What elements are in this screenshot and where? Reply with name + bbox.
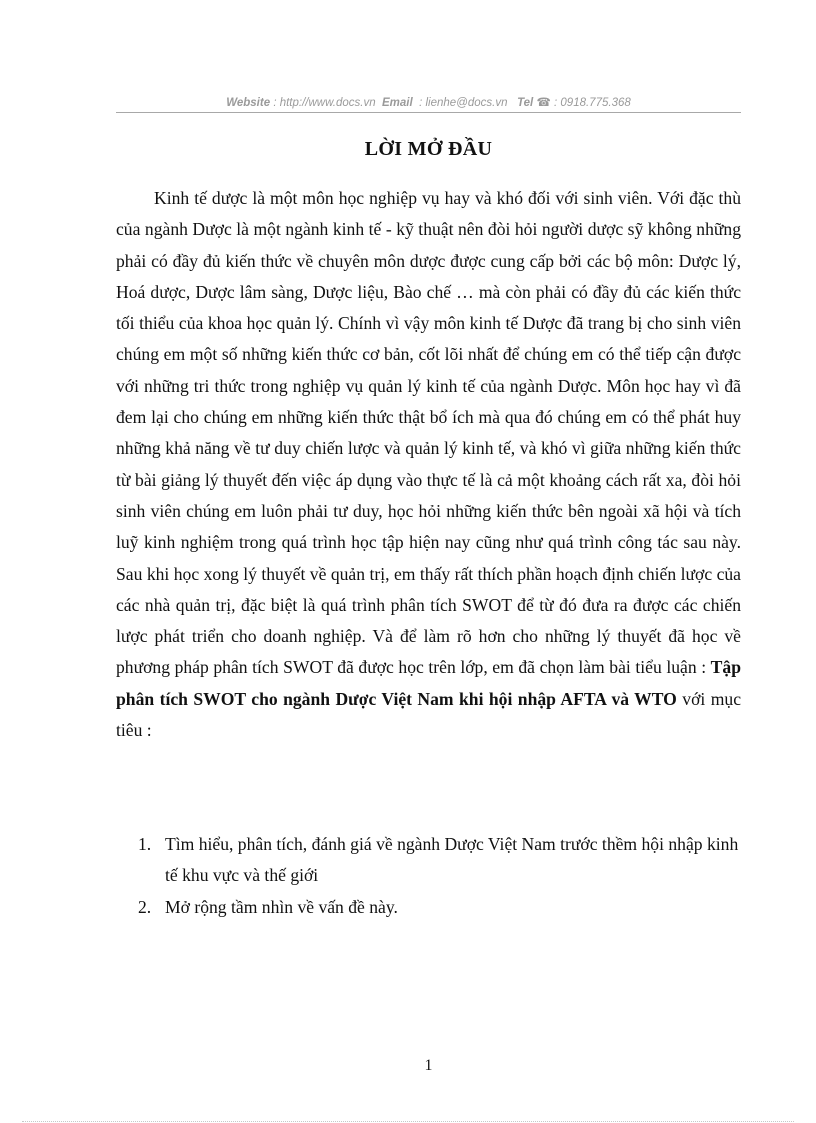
list-item-number: 1. — [138, 834, 152, 854]
list-item-text: Tìm hiểu, phân tích, đánh giá về ngành Dược Việt Nam trước thềm hội nhập kinh tế khu vực và thế giới — [165, 834, 739, 886]
objectives-list — [138, 829, 741, 923]
tel-label: Tel — [517, 97, 534, 109]
website-separator: : — [273, 97, 277, 109]
page-number: 1 — [424, 1057, 433, 1074]
essay-topic: Tập phân tích SWOT cho ngành Dược Việt Nam khi hội nhập AFTA và WTO — [116, 657, 741, 709]
intro-text-end: với mục tiêu : — [116, 688, 741, 741]
website-label: Website — [226, 97, 271, 109]
footer-divider — [22, 1121, 794, 1122]
email-separator: : — [419, 97, 423, 109]
list-item-text: Mở rộng tầm nhìn về vấn đề này. — [165, 896, 398, 917]
list-item-number: 2. — [138, 896, 152, 917]
tel-separator: : — [554, 97, 558, 109]
intro-text: Kinh tế dược là một môn học nghiệp vụ hay và khó đối với sinh viên. Với đặc thù của ngành Dược là một ngành kinh tế - kỹ thuật nên đòi hỏi người dược sỹ không những phải có đầy đủ kiến thức về chuyên môn dược được cung cấp bởi các bộ môn: Dược lý, Hoá dược, Dược lâm sàng, Dược liệu, Bào chế … mà còn phải có đầy đủ các kiến thức tối thiểu của khoa học quản lý. Chính vì vậy môn kinh tế Dược đã trang bị cho sinh viên chúng em một số những kiến thức cơ bản, cốt lõi nhất để chúng em có thể tiếp cận được với những tri thức trong nghiệp vụ quản lý kinh tế của ngành Dược. Môn học hay vì đã đem lại cho chúng em những kiến thức thật bổ ích mà qua đó chúng em có thể phát huy những khả năng về tư duy chiến lược và quản lý kinh tế, và khó vì giữa những kiến thức từ bài giảng lý thuyết đến việc áp dụng vào thực tế là cả một khoảng cách rất xa, đòi hỏi sinh viên chúng em luôn phải tư duy, học hỏi những kiến thức bên ngoài xã hội và tích luỹ kinh nghiệm trong quá trình học tập hiện nay cũng như quá trình công tác sau này. Sau khi học xong lý thuyết về quản trị, em thấy rất thích phần hoạch định chiến lược của các nhà quản trị, đặc biệt là quá trình phân tích SWOT để từ đó đưa ra được các chiến lược phát triển cho doanh nghiệp. Và để làm rõ hơn cho những lý thuyết đã học về phương pháp phân tích SWOT đã được học trên lớp, em đã chọn làm bài tiểu luận : — [116, 188, 741, 678]
list-item — [138, 892, 741, 923]
intro-paragraph — [116, 183, 741, 746]
email-label: Email — [381, 97, 413, 109]
email-address: lienhe@docs.vn — [425, 97, 508, 109]
tel-number: 0918.775.368 — [560, 97, 631, 109]
website-url: http://www.docs.vn — [279, 97, 376, 109]
page-title: LỜI MỞ ĐẦU — [364, 138, 493, 160]
list-item — [138, 829, 741, 892]
phone-icon: ☎ — [536, 97, 551, 109]
page-header — [116, 95, 741, 112]
header-divider — [116, 112, 741, 113]
